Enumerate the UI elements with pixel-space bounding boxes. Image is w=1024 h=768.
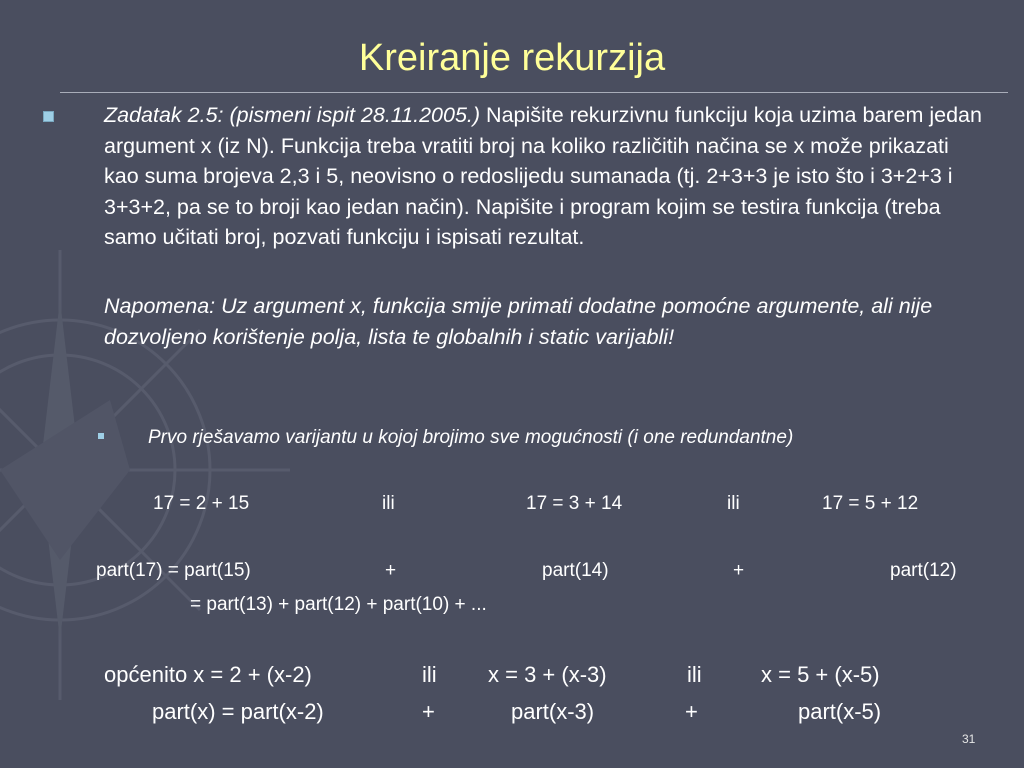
row2-third: part(12) [890, 560, 957, 581]
row4-or-1: ili [422, 662, 437, 687]
slide-title: Kreiranje rekurzija [358, 37, 666, 79]
row5-third: part(x-5) [798, 699, 882, 724]
note-paragraph: Napomena: Uz argument x, funkcija smije primati dodatne pomoćne argumente, ali nije dozvoljeno korištenje polja, lista te globalnih i static varijabli! [104, 294, 933, 349]
row2-plus-2: + [733, 560, 745, 581]
task-paragraph [104, 100, 984, 253]
task-text: Napišite rekurzivnu funkciju koja uzima barem jedan argument x (iz N). Funkcija treba vratiti broj na koliko različitih načina se x može prikazati kao suma brojeva 2,3 i 5, neovisno o redoslijedu sumanada (tj. 2+3+3 je isto što i 3+2+3 i 3+3+2, pa se to broji kao jedan način). Napišite i program kojim se testira funkcija (treba samo učitati broj, pozvati funkciju i ispisati rezultat. [104, 103, 982, 249]
title-divider [60, 92, 1008, 93]
page-number: 31 [962, 732, 976, 746]
row4-third: x = 5 + (x-5) [761, 662, 880, 687]
row3-expansion: = part(13) + part(12) + part(10) + ... [190, 594, 487, 615]
row1-first: 17 = 2 + 15 [153, 493, 250, 514]
square-bullet-icon [44, 112, 53, 121]
row1-or-1: ili [382, 493, 395, 514]
row1-third: 17 = 5 + 12 [822, 493, 919, 514]
row1-or-2: ili [727, 493, 740, 514]
row2-plus-1: + [385, 560, 397, 581]
row5-plus-1: + [422, 699, 435, 724]
row1-second: 17 = 3 + 14 [526, 493, 623, 514]
sub-bullet-text: Prvo rješavamo varijantu u kojoj brojimo sve mogućnosti (i one redundantne) [148, 427, 794, 448]
row5-first: part(x) = part(x-2) [152, 699, 324, 724]
sub-bullet-icon [98, 433, 104, 439]
row4-first: općenito x = 2 + (x-2) [104, 662, 312, 687]
task-label: Zadatak 2.5: (pismeni ispit 28.11.2005.) [104, 103, 481, 127]
row2-second: part(14) [542, 560, 609, 581]
row2-first: part(17) = part(15) [96, 560, 251, 581]
row4-second: x = 3 + (x-3) [488, 662, 607, 687]
row5-plus-2: + [685, 699, 698, 724]
row4-or-2: ili [687, 662, 702, 687]
row5-second: part(x-3) [511, 699, 595, 724]
